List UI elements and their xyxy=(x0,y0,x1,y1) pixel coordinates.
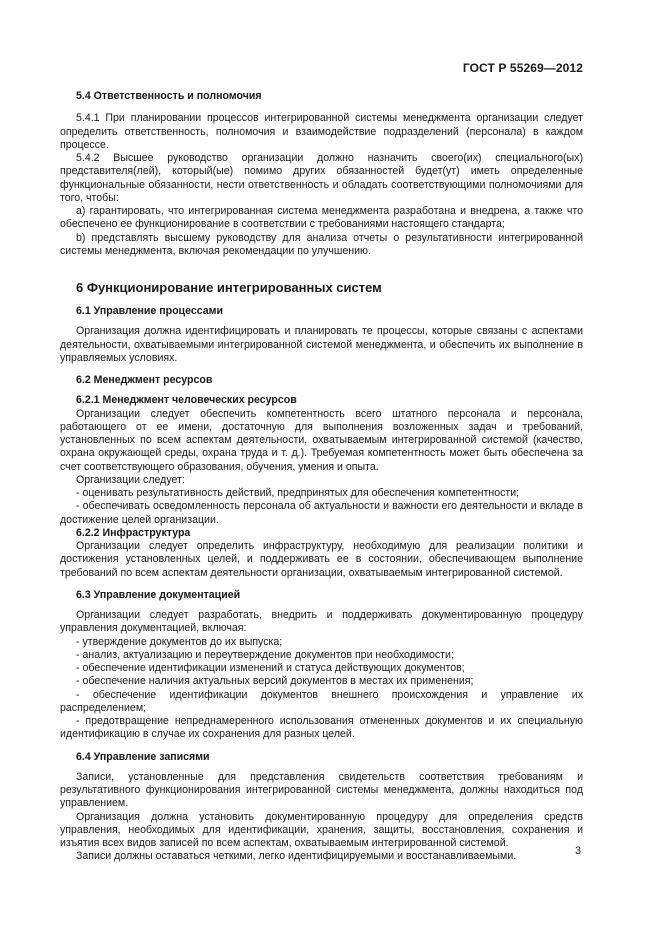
paragraph-6-2-2: Организации следует определить инфраструктуру, необходимую для реализации политики и достижения установленных целей, и поддерживать ее в состоянии, обеспечивающем выполнение требований по всем аспектам деятельности организации, охватываемым интегрированной системой. xyxy=(60,540,583,579)
paragraph-6-3: Организации следует разработать, внедрить и поддерживать документированную процедуру управления документацией, включая: xyxy=(60,609,583,635)
page-number: 3 xyxy=(575,845,581,857)
list-item: - предотвращение непреднамеренного использования отмененных документов и их специальную идентификацию в случае их сохранения для разных целей. xyxy=(60,715,583,741)
list-item: - обеспечение идентификации изменений и статуса действующих документов; xyxy=(76,662,465,674)
list-item: - утверждение документов до их выпуска; xyxy=(76,635,283,648)
paragraph-6-4-3: Записи должны оставаться четкими, легко идентифицируемыми и восстанавливаемыми. xyxy=(76,850,517,863)
paragraph-6-2-1-intro: Организации следует: xyxy=(76,473,185,486)
list-item: - обеспечивать осведомленность персонала об актуальности и важности его деятельности и вкладе в достижение целей организации. xyxy=(60,500,583,526)
paragraph-5-4-1: 5.4.1 При планировании процессов интегрированной системы менеджмента организации следует определить ответственность, полномочия и взаимодействие подразделений (персонала) в каждом процессе. xyxy=(60,112,583,151)
paragraph-6-4-2: Организация должна установить документированную процедуру для определения средств управления, необходимых для идентификации, хранения, защиты, восстановления, сохранения и изъятия всех видов записей по всем аспектам, охватываемым интегрированной системой. xyxy=(60,810,583,849)
paragraph-5-4-2: 5.4.2 Высшее руководство организации должно назначить своего(их) специального(ых) представителя(лей), который(ые) помимо других обязанностей будет(ут) иметь определенные функциональные обязанности, нести ответственность и обладать соответствующими полномочиями для того, чтобы: xyxy=(60,152,583,204)
section-6-2-title: 6.2 Менеджмент ресурсов xyxy=(76,374,213,386)
section-5-4-title: 5.4 Ответственность и полномочия xyxy=(76,90,262,102)
paragraph-6-2-1: Организации следует обеспечить компетентность всего штатного персонала и персонала, работающего от ее имени, достаточную для выполнения возложенных задач и требований, установленных по всем аспектам деятельности, охватываемым интегрированной системой (качество, охрана окружающей среды, охрана труда и т. д.). Требуемая компетентность может быть обеспечена за счет соответствующего образования, обучения, умения и опыта. xyxy=(60,407,583,473)
list-item-a: а) гарантировать, что интегрированная система менеджмента разработана и внедрена, а также что обеспечено ее функционирование в соответствии с требованиями настоящего стандарта; xyxy=(60,205,583,231)
section-6-4-title: 6.4 Управление записями xyxy=(76,750,210,763)
document-body xyxy=(60,90,583,864)
document-code: ГОСТ Р 55269—2012 xyxy=(462,61,583,75)
section-6-title: 6 Функционирование интегрированных систем xyxy=(76,280,382,295)
list-item: - обеспечение наличия актуальных версий документов в местах их применения; xyxy=(76,675,474,688)
section-6-2-2-title: 6.2.2 Инфраструктура xyxy=(76,526,191,539)
paragraph-6-1: Организация должна идентифицировать и планировать те процессы, которые связаны с аспектами деятельности, охватываемыми интегрированной системой менеджмента, и обеспечить их выполнение в управляемых условиях. xyxy=(60,325,583,364)
list-item-b: b) представлять высшему руководству для анализа отчеты о результативности интегрированной системы менеджмента, включая рекомендации по улучшению. xyxy=(60,231,583,257)
paragraph-6-4-1: Записи, установленные для представления свидетельств соответствия требованиям и результативного функционирования интегрированной системы менеджмента, должны находиться под управлением. xyxy=(60,770,583,810)
section-6-2-1-title: 6.2.1 Менеджмент человеческих ресурсов xyxy=(76,394,297,407)
section-6-1-title: 6.1 Управление процессами xyxy=(76,305,223,317)
list-item: - анализ, актуализацию и переутверждение документов при необходимости; xyxy=(76,648,454,661)
list-item: - оценивать результативность действий, предпринятых для обеспечения компетентности; xyxy=(76,487,520,499)
section-6-3-title: 6.3 Управление документацией xyxy=(76,588,241,601)
list-item: - обеспечение идентификации документов внешнего происхождения и управление их распределением; xyxy=(60,688,583,714)
